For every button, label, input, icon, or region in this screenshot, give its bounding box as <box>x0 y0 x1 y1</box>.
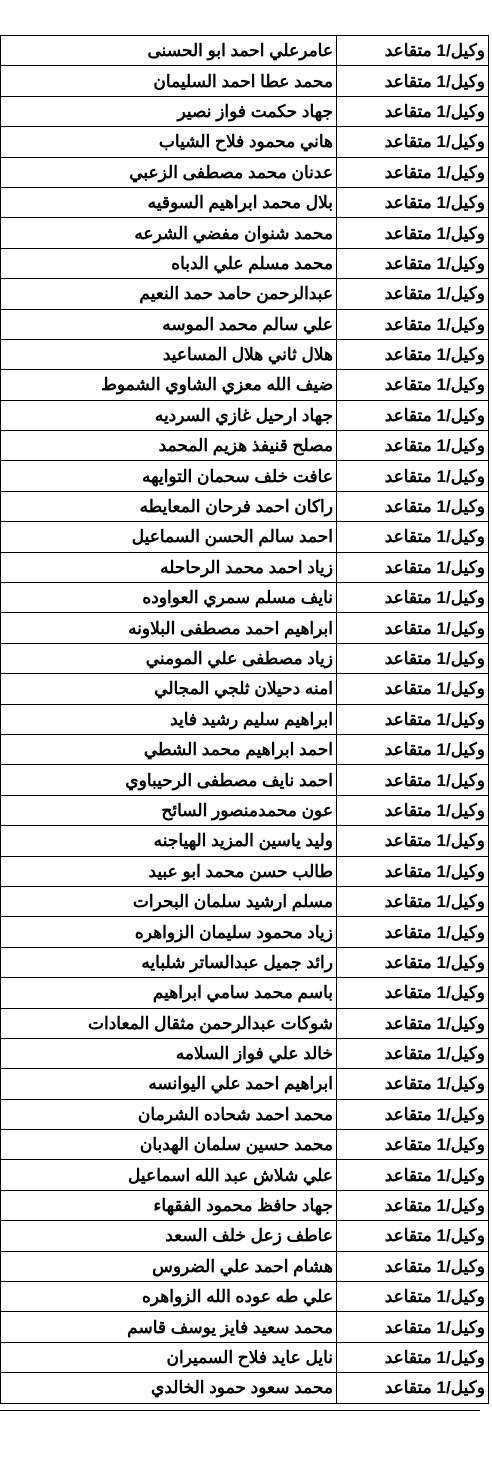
rank-cell: وكيل/1 متقاعد <box>337 583 489 613</box>
rank-cell: وكيل/1 متقاعد <box>337 1312 489 1342</box>
name-cell: علي سالم محمد الموسه <box>1 309 337 339</box>
table-row <box>1 96 489 126</box>
table-row <box>1 1373 489 1403</box>
rank-cell: وكيل/1 متقاعد <box>337 856 489 886</box>
rank-cell: وكيل/1 متقاعد <box>337 795 489 825</box>
rank-cell: وكيل/1 متقاعد <box>337 370 489 400</box>
rank-cell: وكيل/1 متقاعد <box>337 826 489 856</box>
rank-cell: وكيل/1 متقاعد <box>337 917 489 947</box>
rank-cell: وكيل/1 متقاعد <box>337 1130 489 1160</box>
name-cell: مسلم ارشيد سلمان البحرات <box>1 886 337 916</box>
rank-cell: وكيل/1 متقاعد <box>337 66 489 96</box>
rank-cell: وكيل/1 متقاعد <box>337 765 489 795</box>
table-row <box>1 1008 489 1038</box>
table-row <box>1 856 489 886</box>
rank-cell: وكيل/1 متقاعد <box>337 704 489 734</box>
rank-cell: وكيل/1 متقاعد <box>337 461 489 491</box>
name-cell: جهاد حكمت فواز نصير <box>1 96 337 126</box>
name-cell: خالد علي فواز السلامه <box>1 1038 337 1068</box>
rank-cell: وكيل/1 متقاعد <box>337 613 489 643</box>
roster-sheet <box>0 35 492 1404</box>
rank-cell: وكيل/1 متقاعد <box>337 157 489 187</box>
rank-cell: وكيل/1 متقاعد <box>337 947 489 977</box>
rank-cell: وكيل/1 متقاعد <box>337 1221 489 1251</box>
name-cell: زياد محمود سليمان الزواهره <box>1 917 337 947</box>
table-bottom-border <box>0 1410 480 1411</box>
table-row <box>1 309 489 339</box>
table-row <box>1 765 489 795</box>
table-row <box>1 552 489 582</box>
name-cell: ابراهيم احمد مصطفى البلاونه <box>1 613 337 643</box>
table-row <box>1 1282 489 1312</box>
rank-cell: وكيل/1 متقاعد <box>337 1251 489 1281</box>
table-row <box>1 583 489 613</box>
rank-cell: وكيل/1 متقاعد <box>337 279 489 309</box>
table-row <box>1 947 489 977</box>
rank-cell: وكيل/1 متقاعد <box>337 1342 489 1372</box>
name-cell: محمد عطا احمد السليمان <box>1 66 337 96</box>
rank-cell: وكيل/1 متقاعد <box>337 1282 489 1312</box>
name-cell: جهاد ارحيل غازي السرديه <box>1 400 337 430</box>
name-cell: جهاد حافظ محمود الفقهاء <box>1 1190 337 1220</box>
roster-table <box>0 35 489 1404</box>
table-row <box>1 1342 489 1372</box>
rank-cell: وكيل/1 متقاعد <box>337 431 489 461</box>
rank-cell: وكيل/1 متقاعد <box>337 674 489 704</box>
table-row <box>1 1251 489 1281</box>
rank-cell: وكيل/1 متقاعد <box>337 1008 489 1038</box>
name-cell: احمد نايف مصطفى الرحيباوي <box>1 765 337 795</box>
table-row <box>1 1221 489 1251</box>
name-cell: محمد حسين سلمان الهدبان <box>1 1130 337 1160</box>
table-row <box>1 370 489 400</box>
name-cell: محمد مسلم علي الدباه <box>1 248 337 278</box>
name-cell: عامرعلي احمد ابو الحسنى <box>1 36 337 66</box>
rank-cell: وكيل/1 متقاعد <box>337 1373 489 1403</box>
table-row <box>1 218 489 248</box>
name-cell: امنه دحيلان ثلجي المجالي <box>1 674 337 704</box>
name-cell: طالب حسن محمد ابو عبيد <box>1 856 337 886</box>
rank-cell: وكيل/1 متقاعد <box>337 522 489 552</box>
table-row <box>1 978 489 1008</box>
table-row <box>1 279 489 309</box>
name-cell: علي طه عوده الله الزواهره <box>1 1282 337 1312</box>
table-row <box>1 917 489 947</box>
table-row <box>1 36 489 66</box>
table-row <box>1 522 489 552</box>
name-cell: احمد سالم الحسن السماعيل <box>1 522 337 552</box>
name-cell: رائد جميل عبدالساتر شلبايه <box>1 947 337 977</box>
table-row <box>1 248 489 278</box>
name-cell: زياد مصطفى علي المومني <box>1 643 337 673</box>
table-row <box>1 1099 489 1129</box>
rank-cell: وكيل/1 متقاعد <box>337 96 489 126</box>
table-row <box>1 66 489 96</box>
name-cell: احمد ابراهيم محمد الشطي <box>1 734 337 764</box>
name-cell: ابراهيم احمد علي اليوانسه <box>1 1069 337 1099</box>
table-row <box>1 1190 489 1220</box>
name-cell: راكان احمد فرحان المعايطه <box>1 491 337 521</box>
rank-cell: وكيل/1 متقاعد <box>337 978 489 1008</box>
rank-cell: وكيل/1 متقاعد <box>337 309 489 339</box>
name-cell: علي شلاش عبد الله اسماعيل <box>1 1160 337 1190</box>
rank-cell: وكيل/1 متقاعد <box>337 1190 489 1220</box>
name-cell: شوكات عبدالرحمن مثقال المعادات <box>1 1008 337 1038</box>
rank-cell: وكيل/1 متقاعد <box>337 643 489 673</box>
table-row <box>1 461 489 491</box>
name-cell: هاني محمود فلاح الشياب <box>1 127 337 157</box>
name-cell: زياد احمد محمد الرحاحله <box>1 552 337 582</box>
table-row <box>1 643 489 673</box>
rank-cell: وكيل/1 متقاعد <box>337 552 489 582</box>
table-row <box>1 826 489 856</box>
table-row <box>1 157 489 187</box>
name-cell: نايل عايد فلاح السميران <box>1 1342 337 1372</box>
rank-cell: وكيل/1 متقاعد <box>337 248 489 278</box>
name-cell: عدنان محمد مصطفى الزعبي <box>1 157 337 187</box>
table-row <box>1 400 489 430</box>
table-row <box>1 734 489 764</box>
rank-cell: وكيل/1 متقاعد <box>337 886 489 916</box>
table-row <box>1 704 489 734</box>
name-cell: باسم محمد سامي ابراهيم <box>1 978 337 1008</box>
table-row <box>1 674 489 704</box>
name-cell: عاطف زعل خلف السعد <box>1 1221 337 1251</box>
rank-cell: وكيل/1 متقاعد <box>337 36 489 66</box>
rank-cell: وكيل/1 متقاعد <box>337 400 489 430</box>
table-row <box>1 1160 489 1190</box>
rank-cell: وكيل/1 متقاعد <box>337 1069 489 1099</box>
roster-body <box>1 36 489 1404</box>
table-row <box>1 431 489 461</box>
name-cell: هلال ثاني هلال المساعيد <box>1 339 337 369</box>
name-cell: هشام احمد علي الضروس <box>1 1251 337 1281</box>
table-row <box>1 1312 489 1342</box>
rank-cell: وكيل/1 متقاعد <box>337 734 489 764</box>
table-row <box>1 1130 489 1160</box>
name-cell: محمد سعود حمود الخالدي <box>1 1373 337 1403</box>
table-row <box>1 1069 489 1099</box>
name-cell: مصلح قنيفذ هزيم المحمد <box>1 431 337 461</box>
rank-cell: وكيل/1 متقاعد <box>337 339 489 369</box>
rank-cell: وكيل/1 متقاعد <box>337 218 489 248</box>
name-cell: وليد ياسين المزيد الهياجنه <box>1 826 337 856</box>
name-cell: عون محمدمنصور السائح <box>1 795 337 825</box>
name-cell: نايف مسلم سمري العواوده <box>1 583 337 613</box>
rank-cell: وكيل/1 متقاعد <box>337 1038 489 1068</box>
name-cell: ضيف الله معزي الشاوي الشموط <box>1 370 337 400</box>
name-cell: ابراهيم سليم رشيد فايد <box>1 704 337 734</box>
name-cell: محمد احمد شحاده الشرمان <box>1 1099 337 1129</box>
rank-cell: وكيل/1 متقاعد <box>337 187 489 217</box>
name-cell: بلال محمد ابراهيم السوقيه <box>1 187 337 217</box>
table-row <box>1 339 489 369</box>
table-row <box>1 613 489 643</box>
name-cell: عافت خلف سحمان التوايهه <box>1 461 337 491</box>
table-row <box>1 795 489 825</box>
rank-cell: وكيل/1 متقاعد <box>337 491 489 521</box>
table-row <box>1 886 489 916</box>
table-row <box>1 491 489 521</box>
name-cell: محمد سعيد فايز يوسف قاسم <box>1 1312 337 1342</box>
rank-cell: وكيل/1 متقاعد <box>337 1099 489 1129</box>
table-row <box>1 1038 489 1068</box>
name-cell: محمد شنوان مفضي الشرعه <box>1 218 337 248</box>
table-row <box>1 127 489 157</box>
rank-cell: وكيل/1 متقاعد <box>337 1160 489 1190</box>
rank-cell: وكيل/1 متقاعد <box>337 127 489 157</box>
table-row <box>1 187 489 217</box>
name-cell: عبدالرحمن حامد حمد النعيم <box>1 279 337 309</box>
